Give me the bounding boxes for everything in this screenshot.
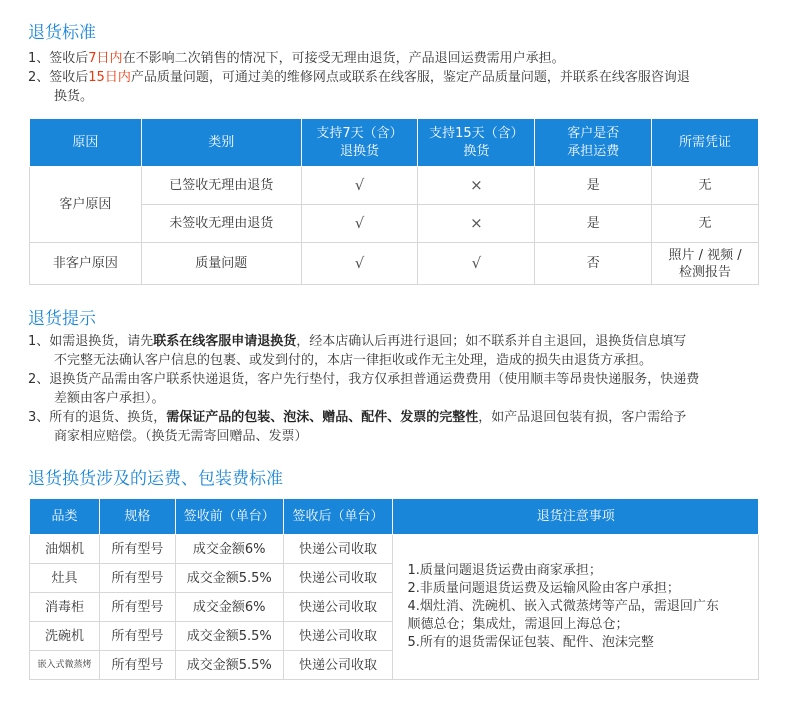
reason-customer: 客户原因 [30, 167, 142, 243]
note-item: 顺德总仓；集成灶，需退回上海总仓； [407, 617, 629, 632]
table-row [30, 243, 759, 285]
header-15day-text: 支持15天（含） 换货 [429, 125, 524, 159]
before-cell: 成交金额5.5% [175, 622, 283, 651]
rule-2-cont: 换货。 [54, 89, 94, 104]
category-cell: 灶具 [30, 564, 100, 593]
before-cell: 成交金额5.5% [175, 564, 283, 593]
after-cell: 快递公司收取 [283, 564, 393, 593]
header-before: 签收前（单台） [175, 499, 283, 535]
header-category: 品类 [30, 499, 100, 535]
header-notes: 退货注意事项 [393, 499, 759, 535]
rule-2: 2、签收后15日内产品质量问题，可通过美的维修网点或联系在线客服，鉴定产品质量问题，并联系在线客服咨询退 [28, 70, 690, 85]
return-tips-title: 退货提示 [28, 309, 96, 329]
freight-cell: 是 [535, 205, 652, 243]
before-cell: 成交金额6% [175, 535, 283, 564]
check-mark: √ [301, 205, 418, 243]
header-freight [535, 119, 652, 167]
check-mark: √ [418, 243, 535, 285]
spec-cell: 所有型号 [99, 564, 175, 593]
header-15day [418, 119, 535, 167]
return-standard-title: 退货标准 [28, 23, 96, 43]
header-category: 类别 [141, 119, 301, 167]
after-cell: 快递公司收取 [283, 593, 393, 622]
table-row [30, 535, 759, 564]
category-cell: 未签收无理由退货 [141, 205, 301, 243]
table-header-row [30, 119, 759, 167]
header-7day-text: 支持7天（含） 退换货 [316, 125, 403, 159]
tip-2: 2、退换货产品需由客户联系快递退货，客户先行垫付，我方仅承担普通运费费用（使用顺丰等昂贵快递服务，快递费 [28, 372, 700, 387]
spec-cell: 所有型号 [99, 593, 175, 622]
proof-cell: 无 [652, 205, 759, 243]
return-policy-table [29, 118, 759, 285]
return-standard-rules [28, 49, 768, 106]
after-cell: 快递公司收取 [283, 622, 393, 651]
spec-cell: 所有型号 [99, 651, 175, 680]
header-reason: 原因 [30, 119, 142, 167]
category-cell: 质量问题 [141, 243, 301, 285]
proof-cell [652, 243, 759, 285]
header-after: 签收后（单台） [283, 499, 393, 535]
spec-cell: 所有型号 [99, 622, 175, 651]
fee-standard-title: 退货换货涉及的运费、包装费标准 [28, 469, 283, 489]
header-freight-text: 客户是否 承担运费 [567, 125, 620, 159]
category-cell: 油烟机 [30, 535, 100, 564]
category-cell: 已签收无理由退货 [141, 167, 301, 205]
header-spec: 规格 [99, 499, 175, 535]
return-notes [393, 535, 759, 680]
after-cell: 快递公司收取 [283, 535, 393, 564]
reason-non-customer: 非客户原因 [30, 243, 142, 285]
cross-mark: × [418, 167, 535, 205]
note-item: 1.质量问题退货运费由商家承担； [407, 563, 602, 578]
note-item: 4.烟灶消、洗碗机、嵌入式微蒸烤等产品，需退回广东 [407, 599, 719, 614]
check-mark: √ [301, 167, 418, 205]
tip-1: 1、如需退换货，请先联系在线客服申请退换货，经本店确认后再进行退回；如不联系并自主退回，退换货信息填写 [28, 334, 687, 349]
freight-cell: 否 [535, 243, 652, 285]
header-7day [301, 119, 418, 167]
table-header-row [30, 499, 759, 535]
proof-cell: 无 [652, 167, 759, 205]
proof-text: 照片 / 视频 / 检测报告 [668, 247, 742, 280]
rule-1: 1、签收后7日内在不影响二次销售的情况下，可接受无理由退货，产品退回运费需用户承担。 [28, 51, 565, 66]
tip-2-cont: 差额由客户承担）。 [54, 391, 165, 406]
tip-3-cont: 商家相应赔偿。（换货无需寄回赠品、发票） [54, 429, 308, 444]
before-cell: 成交金额6% [175, 593, 283, 622]
tip-3: 3、所有的退货、换货，需保证产品的包装、泡沫、赠品、配件、发票的完整性，如产品退回包装有损，客户需给予 [28, 410, 687, 425]
category-cell: 消毒柜 [30, 593, 100, 622]
category-cell: 嵌入式微蒸烤 [30, 651, 100, 680]
cross-mark: × [418, 205, 535, 243]
header-proof: 所需凭证 [652, 119, 759, 167]
spec-cell: 所有型号 [99, 535, 175, 564]
fee-standard-table [29, 498, 759, 680]
note-item: 5.所有的退货需保证包装、配件、泡沫完整 [407, 635, 654, 650]
category-cell: 洗碗机 [30, 622, 100, 651]
note-item: 2.非质量问题退货运费及运输风险由客户承担； [407, 581, 680, 596]
before-cell: 成交金额5.5% [175, 651, 283, 680]
freight-cell: 是 [535, 167, 652, 205]
table-row [30, 167, 759, 205]
return-tips-list [28, 332, 768, 446]
check-mark: √ [301, 243, 418, 285]
after-cell: 快递公司收取 [283, 651, 393, 680]
tip-1-cont: 不完整无法确认客户信息的包裹、或发到付的，本店一律拒收或作无主处理，造成的损失由退货方承担。 [54, 353, 653, 368]
